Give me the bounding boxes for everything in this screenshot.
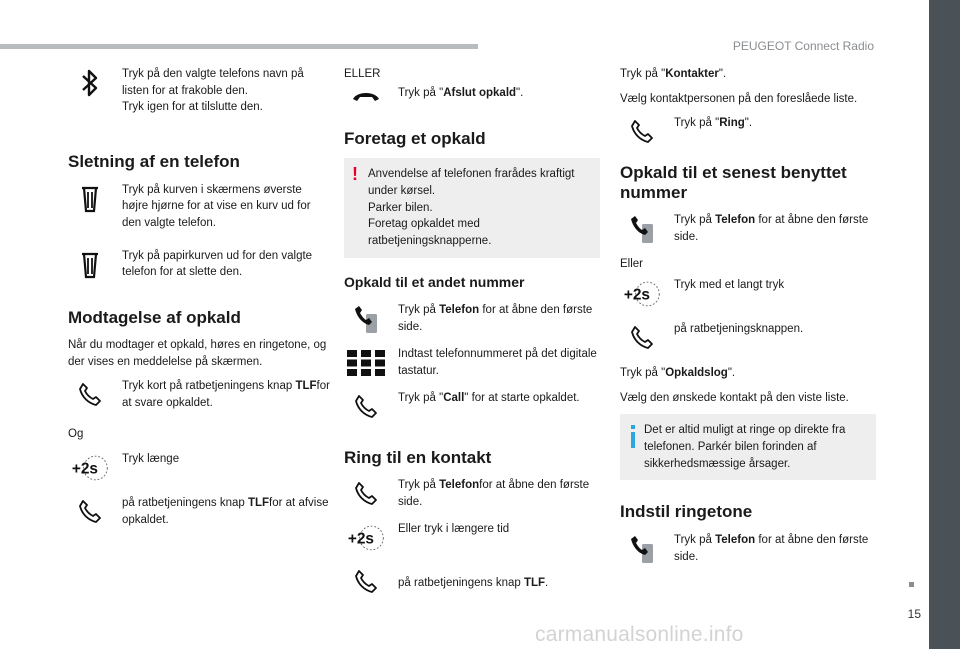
step-hangup	[346, 85, 600, 107]
step-contact-2	[346, 521, 600, 555]
step-contact-3	[346, 565, 600, 599]
long-press-2s-icon	[70, 451, 110, 485]
long-press-text: Tryk længe	[122, 453, 180, 466]
keypad-icon	[346, 346, 386, 380]
choose-contact-text: Vælg kontaktpersonen på den foreslåede liste.	[620, 92, 858, 105]
phone-handset-icon	[622, 321, 662, 355]
trash-icon	[70, 248, 110, 282]
step-reject	[70, 495, 330, 529]
reject-text: på ratbetjeningens knap TLFfor at afvise opkaldet.	[122, 497, 329, 526]
page-number: 15	[907, 607, 921, 621]
delete-heading: Sletning af en telefon	[68, 152, 240, 172]
warning-box	[344, 158, 600, 257]
step-answer	[70, 378, 330, 412]
recent-wheel-text: på ratbetjeningsknappen.	[674, 323, 804, 336]
bluetooth-text: Tryk på den valgte telefons navn på listen for at frakoble den. Tryk igen for at tilslutte den.	[122, 68, 304, 114]
svg-text:+2s: +2s	[347, 530, 375, 548]
phone-app-icon	[622, 532, 662, 566]
recent-heading: Opkald til et senest benyttet nummer	[620, 163, 847, 202]
recent-step-1: Tryk på Telefon for at åbne den første side.	[674, 214, 869, 244]
page-header: PEUGEOT Connect Radio	[732, 39, 874, 53]
call-log-text: Tryk på "Opkaldslog".	[620, 367, 736, 380]
hangup-text: Tryk på "Afslut opkald".	[398, 86, 524, 99]
receive-heading: Modtagelse af opkald	[68, 307, 241, 327]
continue-marker	[909, 582, 914, 587]
step-delete-2	[70, 248, 330, 282]
header-rule	[0, 44, 478, 49]
phone-handset-icon	[346, 565, 386, 599]
make-call-heading: Foretag et opkald	[344, 128, 486, 148]
contact-heading: Ring til en kontakt	[344, 447, 492, 467]
or-label: Eller	[620, 258, 644, 271]
step-new-2	[346, 346, 600, 380]
new-step-1: Tryk på Telefon for at åbne den første side.	[398, 303, 593, 333]
sidebar-tab	[929, 0, 960, 649]
contacts-text: Tryk på "Kontakter".	[620, 68, 727, 80]
choose-list-text: Vælg den ønskede kontakt på den viste liste.	[620, 391, 849, 404]
step-long-press	[70, 451, 330, 485]
trash-icon	[70, 182, 110, 216]
phone-app-icon	[346, 302, 386, 336]
phone-handset-icon	[70, 495, 110, 529]
contact-step-1: Tryk på Telefonfor at åbne den første side.	[398, 479, 590, 509]
step-ring	[622, 115, 876, 149]
phone-handset-icon	[346, 477, 386, 511]
phone-handset-icon	[622, 115, 662, 149]
step-new-3	[346, 390, 600, 424]
warning-text: Anvendelse af telefonen frarådes kraftigt under kørsel. Parker bilen. Foretag opkaldet med ratbetjeningsknapperne.	[368, 168, 575, 247]
new-step-2: Indtast telefonnummeret på det digitale tastatur.	[398, 347, 597, 377]
step-bluetooth	[70, 66, 330, 116]
svg-text:+2s: +2s	[623, 286, 651, 304]
info-text: Det er altid muligt at ringe op direkte fra telefonen. Parkér bilen forinden af sikkerhedsmæssige årsager.	[644, 424, 846, 470]
info-icon	[631, 432, 635, 448]
new-number-heading: Opkald til et andet nummer	[344, 273, 525, 290]
step-ringtone-1	[622, 532, 876, 566]
ringtone-step-1: Tryk på Telefon for at åbne den første side.	[674, 534, 869, 563]
contact-step-3: på ratbetjeningens knap TLF.	[398, 577, 549, 590]
step-recent-long	[622, 277, 876, 311]
info-box	[620, 414, 876, 480]
delete-step-1: Tryk på kurven i skærmens øverste højre hjørne for at vise en kurv ud for den valgte telefon.	[122, 183, 311, 229]
long-press-2s-icon	[622, 277, 662, 311]
step-new-1	[346, 302, 600, 336]
phone-app-icon	[622, 212, 662, 246]
step-recent-wheel	[622, 321, 876, 355]
warning-icon: !	[352, 164, 358, 185]
step-delete-1	[70, 182, 330, 232]
ringtone-heading: Indstil ringetone	[620, 502, 753, 522]
recent-long-text: Tryk med et langt tryk	[674, 279, 785, 292]
answer-text: Tryk kort på ratbetjeningens knap TLFfor at svare opkaldet.	[122, 380, 330, 410]
or-label: Og	[68, 428, 84, 441]
or-label: ELLER	[344, 68, 381, 80]
column-3	[620, 66, 876, 576]
svg-text:+2s: +2s	[71, 460, 99, 478]
receive-intro: Når du modtager et opkald, høres en ringetone, og der vises en meddelelse på skærmen.	[68, 339, 327, 368]
column-2	[344, 66, 600, 609]
step-contact-1	[346, 477, 600, 511]
ring-text: Tryk på "Ring".	[674, 117, 753, 130]
step-recent-1	[622, 212, 876, 246]
phone-handset-icon	[346, 390, 386, 424]
bluetooth-icon	[70, 66, 110, 100]
watermark: carmanualsonline.info	[535, 623, 744, 646]
new-step-3: Tryk på "Call" for at starte opkaldet.	[398, 391, 580, 404]
delete-step-2: Tryk på papirkurven ud for den valgte telefon for at slette den.	[122, 249, 313, 279]
long-press-2s-icon	[346, 521, 386, 555]
phone-handset-icon	[70, 378, 110, 412]
contact-step-2: Eller tryk i længere tid	[398, 523, 510, 536]
column-1	[68, 66, 330, 539]
hang-up-icon	[346, 85, 386, 107]
